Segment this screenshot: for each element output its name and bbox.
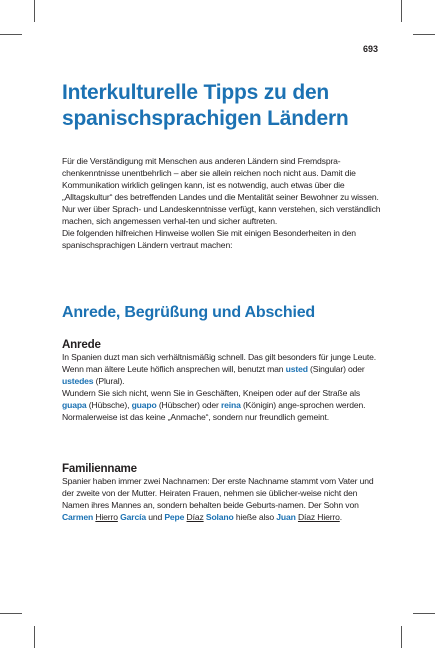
crop-mark <box>413 34 435 35</box>
section-title: Anrede, Begrüßung und Abschied <box>62 304 315 321</box>
mother-surname: García <box>120 512 146 522</box>
anrede-heading: Anrede <box>62 338 101 351</box>
text-run: und <box>145 512 165 522</box>
mother-surname: Solano <box>205 512 234 522</box>
intro-text <box>62 155 384 251</box>
text-run: (Singular) oder <box>307 364 365 374</box>
intro-paragraph: Für die Verständigung mit Menschen aus anderen Ländern sind Fremdspra-chenkenntnisse unentbehrlich – aber sie allein reichen noch nicht aus. Damit die Kommunikation wirklich gelingen kann, ist es notwendig, auch etwas über die „Alltagskultur“ des betreffenden Landes und die Mentalität seiner Bewohner zu wissen. Nur wer über Sprach- und Landeskenntnisse verfügt, kann verstehen, sich verständlich machen, sich angemessen verhal-ten und sicher auftreten. <box>62 156 381 226</box>
first-name: Pepe <box>164 512 185 522</box>
spanish-term: ustedes <box>62 376 94 386</box>
crop-mark <box>401 626 402 648</box>
father-surname: Díaz <box>186 512 204 522</box>
first-name: Juan <box>276 512 296 522</box>
spanish-term: guapa <box>62 400 87 410</box>
father-surname: Hierro <box>95 512 118 522</box>
spanish-term: reina <box>220 400 241 410</box>
intro-paragraph: Die folgenden hilfreichen Hinweise wollen Sie mit einigen Besonderheiten in den spanischsprachigen Ländern vertraut machen: <box>62 228 356 250</box>
crop-mark <box>413 613 435 614</box>
spanish-term: guapo <box>131 400 157 410</box>
combined-surname: Díaz Hierro <box>297 512 340 522</box>
text-run: In Spanien duzt man sich verhältnismäßig schnell. Das gilt besonders für junge Leute. Wenn man ältere Leute höflich ansprechen will, benutzt man <box>62 352 376 374</box>
anrede-block <box>62 338 384 423</box>
crop-mark <box>34 0 35 22</box>
text-run: . <box>339 512 343 522</box>
text-run: Spanier haben immer zwei Nachnamen: Der erste Nachname stammt vom Vater und der zweite von der Mutter. Heiraten Frauen, nehmen sie üblicher-weise nicht den Namen ihres Mannes an, sondern behalten beide Geburts-namen. Der Sohn von <box>62 476 374 510</box>
crop-mark <box>34 626 35 648</box>
text-run: (Hübsche), <box>86 400 132 410</box>
text-run: (Plural). <box>93 376 125 386</box>
text-run: Wundern Sie sich nicht, wenn Sie in Geschäften, Kneipen oder auf der Straße als <box>62 388 361 398</box>
page-title: Interkulturelle Tipps zu den spanischsprachigen Ländern <box>62 81 349 130</box>
page-number: 693 <box>362 44 378 54</box>
familienname-block <box>62 462 384 523</box>
spanish-term: usted <box>285 364 308 374</box>
text-run: (Königin) ange-sprochen werden. Normalerweise ist das keine „Anmache“, sondern nur freundlich gemeint. <box>62 400 366 422</box>
text-run: (Hübscher) oder <box>156 400 221 410</box>
familienname-paragraph <box>62 475 384 523</box>
crop-mark <box>401 0 402 22</box>
text-run: hieße also <box>233 512 277 522</box>
first-name: Carmen <box>62 512 94 522</box>
familienname-heading: Familienname <box>62 462 137 475</box>
anrede-paragraph <box>62 351 384 387</box>
crop-mark <box>0 613 22 614</box>
anrede-paragraph <box>62 387 384 423</box>
crop-mark <box>0 34 22 35</box>
